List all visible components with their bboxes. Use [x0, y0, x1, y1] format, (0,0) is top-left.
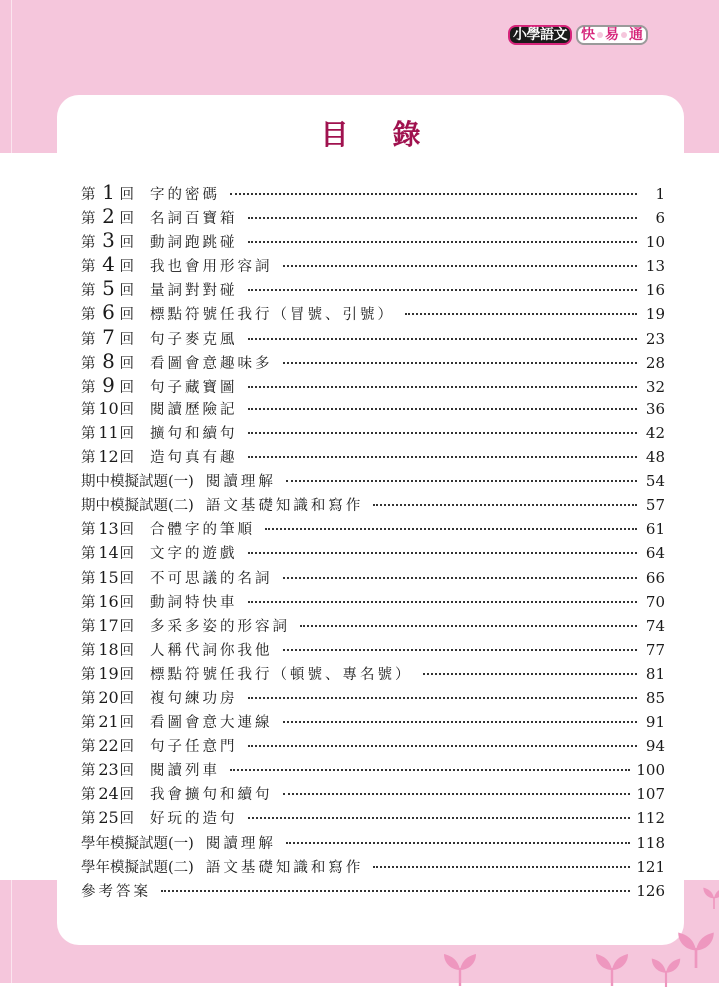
- page-number: 118: [636, 833, 665, 852]
- dot-leader: [248, 455, 638, 458]
- lesson-index: 16: [98, 591, 119, 611]
- lesson-number: [81, 710, 136, 735]
- toc-entry-title: 標點符號任我行（頓號、專名號）: [150, 666, 413, 683]
- lesson-index: 20: [98, 687, 119, 707]
- lesson-number: [81, 252, 136, 279]
- dot-leader: [283, 361, 638, 364]
- lesson-prefix: 第: [81, 618, 98, 635]
- toc-entry-title: 擴句和續句: [150, 425, 238, 442]
- toc-entry[interactable]: [81, 662, 665, 686]
- toc-entry[interactable]: [81, 614, 665, 638]
- page-number: 54: [645, 472, 665, 491]
- toc-entry[interactable]: [81, 590, 665, 614]
- lesson-index: 18: [98, 639, 119, 659]
- page-number: 94: [645, 737, 665, 756]
- lesson-index: 6: [102, 300, 115, 325]
- lesson-prefix: 第: [81, 739, 98, 756]
- toc-entry-title: 閱讀理解: [205, 835, 276, 852]
- toc-entry-title: 字的密碼: [150, 187, 220, 203]
- page-number: 107: [636, 785, 665, 804]
- toc-entry-title: 文字的遊戲: [150, 546, 238, 563]
- toc-entry[interactable]: [81, 493, 665, 517]
- exam-label: 學年模擬試題(一): [81, 835, 194, 852]
- toc-entry[interactable]: [81, 831, 665, 855]
- page-number: 19: [645, 305, 665, 324]
- toc-entry-title: 句子麥克風: [150, 331, 238, 348]
- toc-entry-title: 語文基礎知識和寫作: [205, 498, 364, 515]
- toc-entry-title: 參考答案: [81, 883, 151, 900]
- toc-entry[interactable]: [81, 879, 665, 903]
- lesson-prefix: 第: [81, 763, 98, 780]
- dot-leader: [286, 479, 637, 482]
- toc-entry-title: 閱讀列車: [150, 763, 220, 780]
- lesson-index: 21: [98, 712, 119, 732]
- toc-entry-title: 動詞特快車: [150, 594, 238, 611]
- lesson-prefix: 第: [81, 666, 98, 683]
- page-number: 77: [645, 640, 665, 659]
- band-divider-line: [11, 0, 12, 153]
- toc-entry[interactable]: [81, 517, 665, 541]
- dot-leader: [405, 312, 637, 315]
- page-number: 32: [645, 377, 665, 396]
- toc-entry-title: 閱讀理解: [205, 474, 276, 491]
- page-title: 目錄: [320, 118, 465, 151]
- lesson-number: [81, 228, 136, 255]
- dot-leader: [248, 288, 638, 291]
- tagline-char: 通: [629, 27, 643, 43]
- lesson-suffix: 回: [119, 450, 136, 467]
- exam-label: 期中模擬試題(一): [81, 474, 194, 491]
- band-divider-line: [11, 880, 12, 983]
- toc-entry[interactable]: [81, 541, 665, 565]
- lesson-prefix: 第: [81, 811, 98, 828]
- dot-leader: [248, 816, 631, 819]
- lesson-index: 5: [102, 276, 115, 301]
- lesson-suffix: 回: [119, 187, 136, 203]
- lesson-suffix: 回: [119, 331, 136, 348]
- toc-entry-title: 合體字的筆順: [150, 522, 255, 539]
- toc-entry[interactable]: [81, 373, 665, 397]
- exam-label: 學年模擬試題(二): [81, 859, 194, 876]
- dot-leader: [161, 889, 630, 892]
- toc-entry-title: 句子任意門: [150, 739, 238, 756]
- toc-entry-title: 閱讀歷險記: [150, 401, 238, 418]
- lesson-index: 8: [102, 348, 115, 373]
- exam-label: 期中模擬試題(二): [81, 498, 194, 515]
- sprout-leaf-icon: [702, 885, 719, 909]
- lesson-prefix: 第: [81, 594, 98, 611]
- dot-leader: [248, 385, 638, 388]
- toc-entry-title: 好玩的造句: [150, 811, 238, 828]
- lesson-suffix: 回: [119, 379, 136, 396]
- page-number: 28: [645, 353, 665, 372]
- lesson-number: [81, 638, 136, 663]
- lesson-number: [81, 758, 136, 783]
- lesson-suffix: 回: [119, 811, 136, 828]
- toc-entry[interactable]: [81, 566, 665, 590]
- lesson-index: 15: [98, 567, 119, 587]
- lesson-suffix: 回: [119, 642, 136, 659]
- lesson-suffix: 回: [119, 307, 136, 324]
- page-number: 126: [636, 881, 665, 900]
- dot-leader: [248, 240, 638, 243]
- lesson-number: [81, 276, 136, 303]
- lesson-number: [81, 373, 136, 400]
- toc-entry-title: 量詞對對碰: [150, 283, 238, 300]
- page-number: 23: [645, 329, 665, 348]
- lesson-index: 22: [98, 736, 119, 756]
- lesson-number: [81, 734, 136, 759]
- page-number: 48: [645, 448, 665, 467]
- dot-leader: [300, 624, 637, 627]
- lesson-prefix: 第: [81, 715, 98, 732]
- page-number: 13: [645, 257, 665, 276]
- dot-leader: [248, 431, 638, 434]
- toc-entry[interactable]: [81, 397, 665, 421]
- toc-entry[interactable]: [81, 325, 665, 349]
- lesson-index: 11: [98, 422, 119, 442]
- toc-entry[interactable]: [81, 421, 665, 445]
- lesson-index: 24: [98, 784, 119, 804]
- toc-entry-title: 語文基礎知識和寫作: [205, 859, 364, 876]
- lesson-suffix: 回: [119, 690, 136, 707]
- dot-leader: [283, 264, 638, 267]
- lesson-suffix: 回: [119, 259, 136, 276]
- page-number: 10: [645, 233, 665, 252]
- dot-leader: [373, 503, 637, 506]
- lesson-number: [81, 180, 136, 207]
- dot-leader: [283, 792, 631, 795]
- toc-entry-title: 複句練功房: [150, 690, 238, 707]
- dot-leader: [286, 841, 631, 844]
- toc-entry-title: 看圖會意大連線: [150, 715, 273, 732]
- lesson-suffix: 回: [119, 618, 136, 635]
- lesson-suffix: 回: [119, 355, 136, 372]
- toc-entry[interactable]: [81, 300, 665, 324]
- lesson-number: [81, 421, 136, 446]
- dot-leader: [248, 407, 638, 410]
- lesson-suffix: 回: [119, 211, 136, 228]
- page-number: 57: [645, 496, 665, 515]
- toc-entry[interactable]: [81, 252, 665, 276]
- page-number: 91: [645, 713, 665, 732]
- lesson-number: [81, 662, 136, 687]
- page-number: 1: [655, 185, 665, 203]
- toc-entry-title: 人稱代詞你我他: [150, 642, 273, 659]
- series-name: 小學語文: [508, 25, 572, 45]
- dot-leader: [248, 216, 638, 219]
- toc-entry-title: 標點符號任我行（冒號、引號）: [150, 307, 395, 324]
- lesson-prefix: 第: [81, 570, 98, 587]
- lesson-number: [81, 782, 136, 807]
- dot-leader: [248, 696, 638, 699]
- toc-entry[interactable]: [81, 782, 665, 806]
- toc-entry[interactable]: [81, 710, 665, 734]
- toc-entry[interactable]: [81, 806, 665, 830]
- page-number: 100: [636, 761, 665, 780]
- dot-leader: [248, 744, 638, 747]
- lesson-index: 7: [102, 324, 115, 349]
- lesson-number: [81, 806, 136, 831]
- toc-entry-title: 動詞跑跳碰: [150, 235, 238, 252]
- dot-leader: [248, 600, 638, 603]
- lesson-suffix: 回: [119, 425, 136, 442]
- lesson-prefix: 第: [81, 787, 98, 804]
- lesson-prefix: 第: [81, 187, 98, 203]
- lesson-suffix: 回: [119, 594, 136, 611]
- dot-leader: [283, 720, 638, 723]
- lesson-number: [81, 614, 136, 639]
- lesson-index: 9: [102, 372, 115, 397]
- toc-entry[interactable]: [81, 638, 665, 662]
- dot-leader: [248, 337, 638, 340]
- lesson-prefix: 第: [81, 211, 98, 228]
- toc-entry[interactable]: [81, 445, 665, 469]
- dot-icon: [621, 32, 627, 38]
- toc-entry-title: 我也會用形容詞: [150, 259, 273, 276]
- lesson-number: [81, 566, 136, 591]
- sprout-leaf-icon: [594, 950, 630, 986]
- lesson-suffix: 回: [119, 787, 136, 804]
- lesson-number: [81, 541, 136, 566]
- lesson-number: [81, 445, 136, 470]
- page-number: 112: [636, 809, 665, 828]
- lesson-suffix: 回: [119, 570, 136, 587]
- lesson-prefix: 第: [81, 690, 98, 707]
- lesson-suffix: 回: [119, 283, 136, 300]
- dot-leader: [265, 527, 637, 530]
- sprout-leaf-icon: [442, 950, 478, 986]
- lesson-index: 19: [98, 663, 119, 683]
- lesson-index: 4: [102, 252, 115, 277]
- lesson-index: 10: [98, 398, 119, 418]
- lesson-prefix: 第: [81, 642, 98, 659]
- lesson-prefix: 第: [81, 331, 98, 348]
- dot-leader: [283, 648, 638, 651]
- lesson-index: 14: [98, 543, 119, 563]
- page-number: 66: [645, 568, 665, 587]
- toc-entry-title: 不可思議的名詞: [150, 570, 273, 587]
- lesson-number: [81, 397, 136, 422]
- lesson-prefix: 第: [81, 379, 98, 396]
- page-number: 16: [645, 281, 665, 300]
- toc-entry[interactable]: [81, 276, 665, 300]
- series-tagline: [576, 25, 648, 45]
- lesson-prefix: 第: [81, 307, 98, 324]
- lesson-prefix: 第: [81, 425, 98, 442]
- lesson-index: 3: [102, 228, 115, 253]
- lesson-prefix: 第: [81, 401, 98, 418]
- lesson-suffix: 回: [119, 401, 136, 418]
- dot-leader: [248, 551, 638, 554]
- page-number: 36: [645, 399, 665, 418]
- lesson-number: [81, 349, 136, 376]
- lesson-index: 23: [98, 760, 119, 780]
- series-brand-logo: [508, 24, 648, 46]
- lesson-number: [81, 517, 136, 542]
- lesson-prefix: 第: [81, 235, 98, 252]
- lesson-number: [81, 204, 136, 231]
- lesson-number: [81, 300, 136, 327]
- page-number: 42: [645, 423, 665, 442]
- toc-entry-title: 名詞百寶箱: [150, 211, 238, 228]
- lesson-suffix: 回: [119, 715, 136, 732]
- lesson-index: 25: [98, 808, 119, 828]
- lesson-prefix: 第: [81, 283, 98, 300]
- page-number: 81: [645, 664, 665, 683]
- lesson-suffix: 回: [119, 235, 136, 252]
- lesson-index: 17: [98, 615, 119, 635]
- lesson-suffix: 回: [119, 546, 136, 563]
- page-number: 74: [645, 616, 665, 635]
- toc-entry-title: 多采多姿的形容詞: [150, 618, 290, 635]
- page-number: 70: [645, 592, 665, 611]
- toc-entry[interactable]: [81, 855, 665, 879]
- dot-leader: [373, 865, 630, 868]
- page-number: 85: [645, 688, 665, 707]
- toc-entry[interactable]: [81, 734, 665, 758]
- toc-entry[interactable]: [81, 349, 665, 373]
- lesson-prefix: 第: [81, 450, 98, 467]
- lesson-prefix: 第: [81, 259, 98, 276]
- page-number: 64: [645, 544, 665, 563]
- sprout-leaf-icon: [676, 928, 716, 968]
- toc-entry[interactable]: [81, 686, 665, 710]
- toc-entry[interactable]: [81, 204, 665, 228]
- lesson-prefix: 第: [81, 355, 98, 372]
- page-number: 61: [645, 520, 665, 539]
- toc-entry[interactable]: [81, 758, 665, 782]
- toc-card: [57, 95, 684, 945]
- page-number: 6: [655, 209, 665, 228]
- toc-entry-title: 我會擴句和續句: [150, 787, 273, 804]
- tagline-char: 易: [605, 27, 619, 43]
- tagline-char: 快: [581, 27, 595, 43]
- toc-entry-title: 句子藏寶圖: [150, 379, 238, 396]
- toc-entry[interactable]: [81, 180, 665, 204]
- lesson-index: 12: [98, 447, 119, 467]
- lesson-suffix: 回: [119, 666, 136, 683]
- dot-leader: [283, 576, 638, 579]
- lesson-suffix: 回: [119, 739, 136, 756]
- lesson-suffix: 回: [119, 763, 136, 780]
- toc-entry[interactable]: [81, 469, 665, 493]
- toc-entry[interactable]: [81, 228, 665, 252]
- dot-leader: [230, 192, 637, 195]
- dot-leader: [230, 768, 630, 771]
- toc-entry-title: 造句真有趣: [150, 450, 238, 467]
- lesson-prefix: 第: [81, 546, 98, 563]
- lesson-prefix: 第: [81, 522, 98, 539]
- lesson-number: [81, 686, 136, 711]
- lesson-index: 13: [98, 519, 119, 539]
- dot-leader: [423, 672, 638, 675]
- lesson-index: 1: [102, 180, 115, 204]
- page-number: 121: [636, 857, 665, 876]
- lesson-number: [81, 590, 136, 615]
- dot-icon: [597, 32, 603, 38]
- lesson-index: 2: [102, 204, 115, 229]
- toc-entry-title: 看圖會意趣味多: [150, 355, 273, 372]
- lesson-number: [81, 325, 136, 352]
- table-of-contents: [81, 180, 665, 903]
- lesson-suffix: 回: [119, 522, 136, 539]
